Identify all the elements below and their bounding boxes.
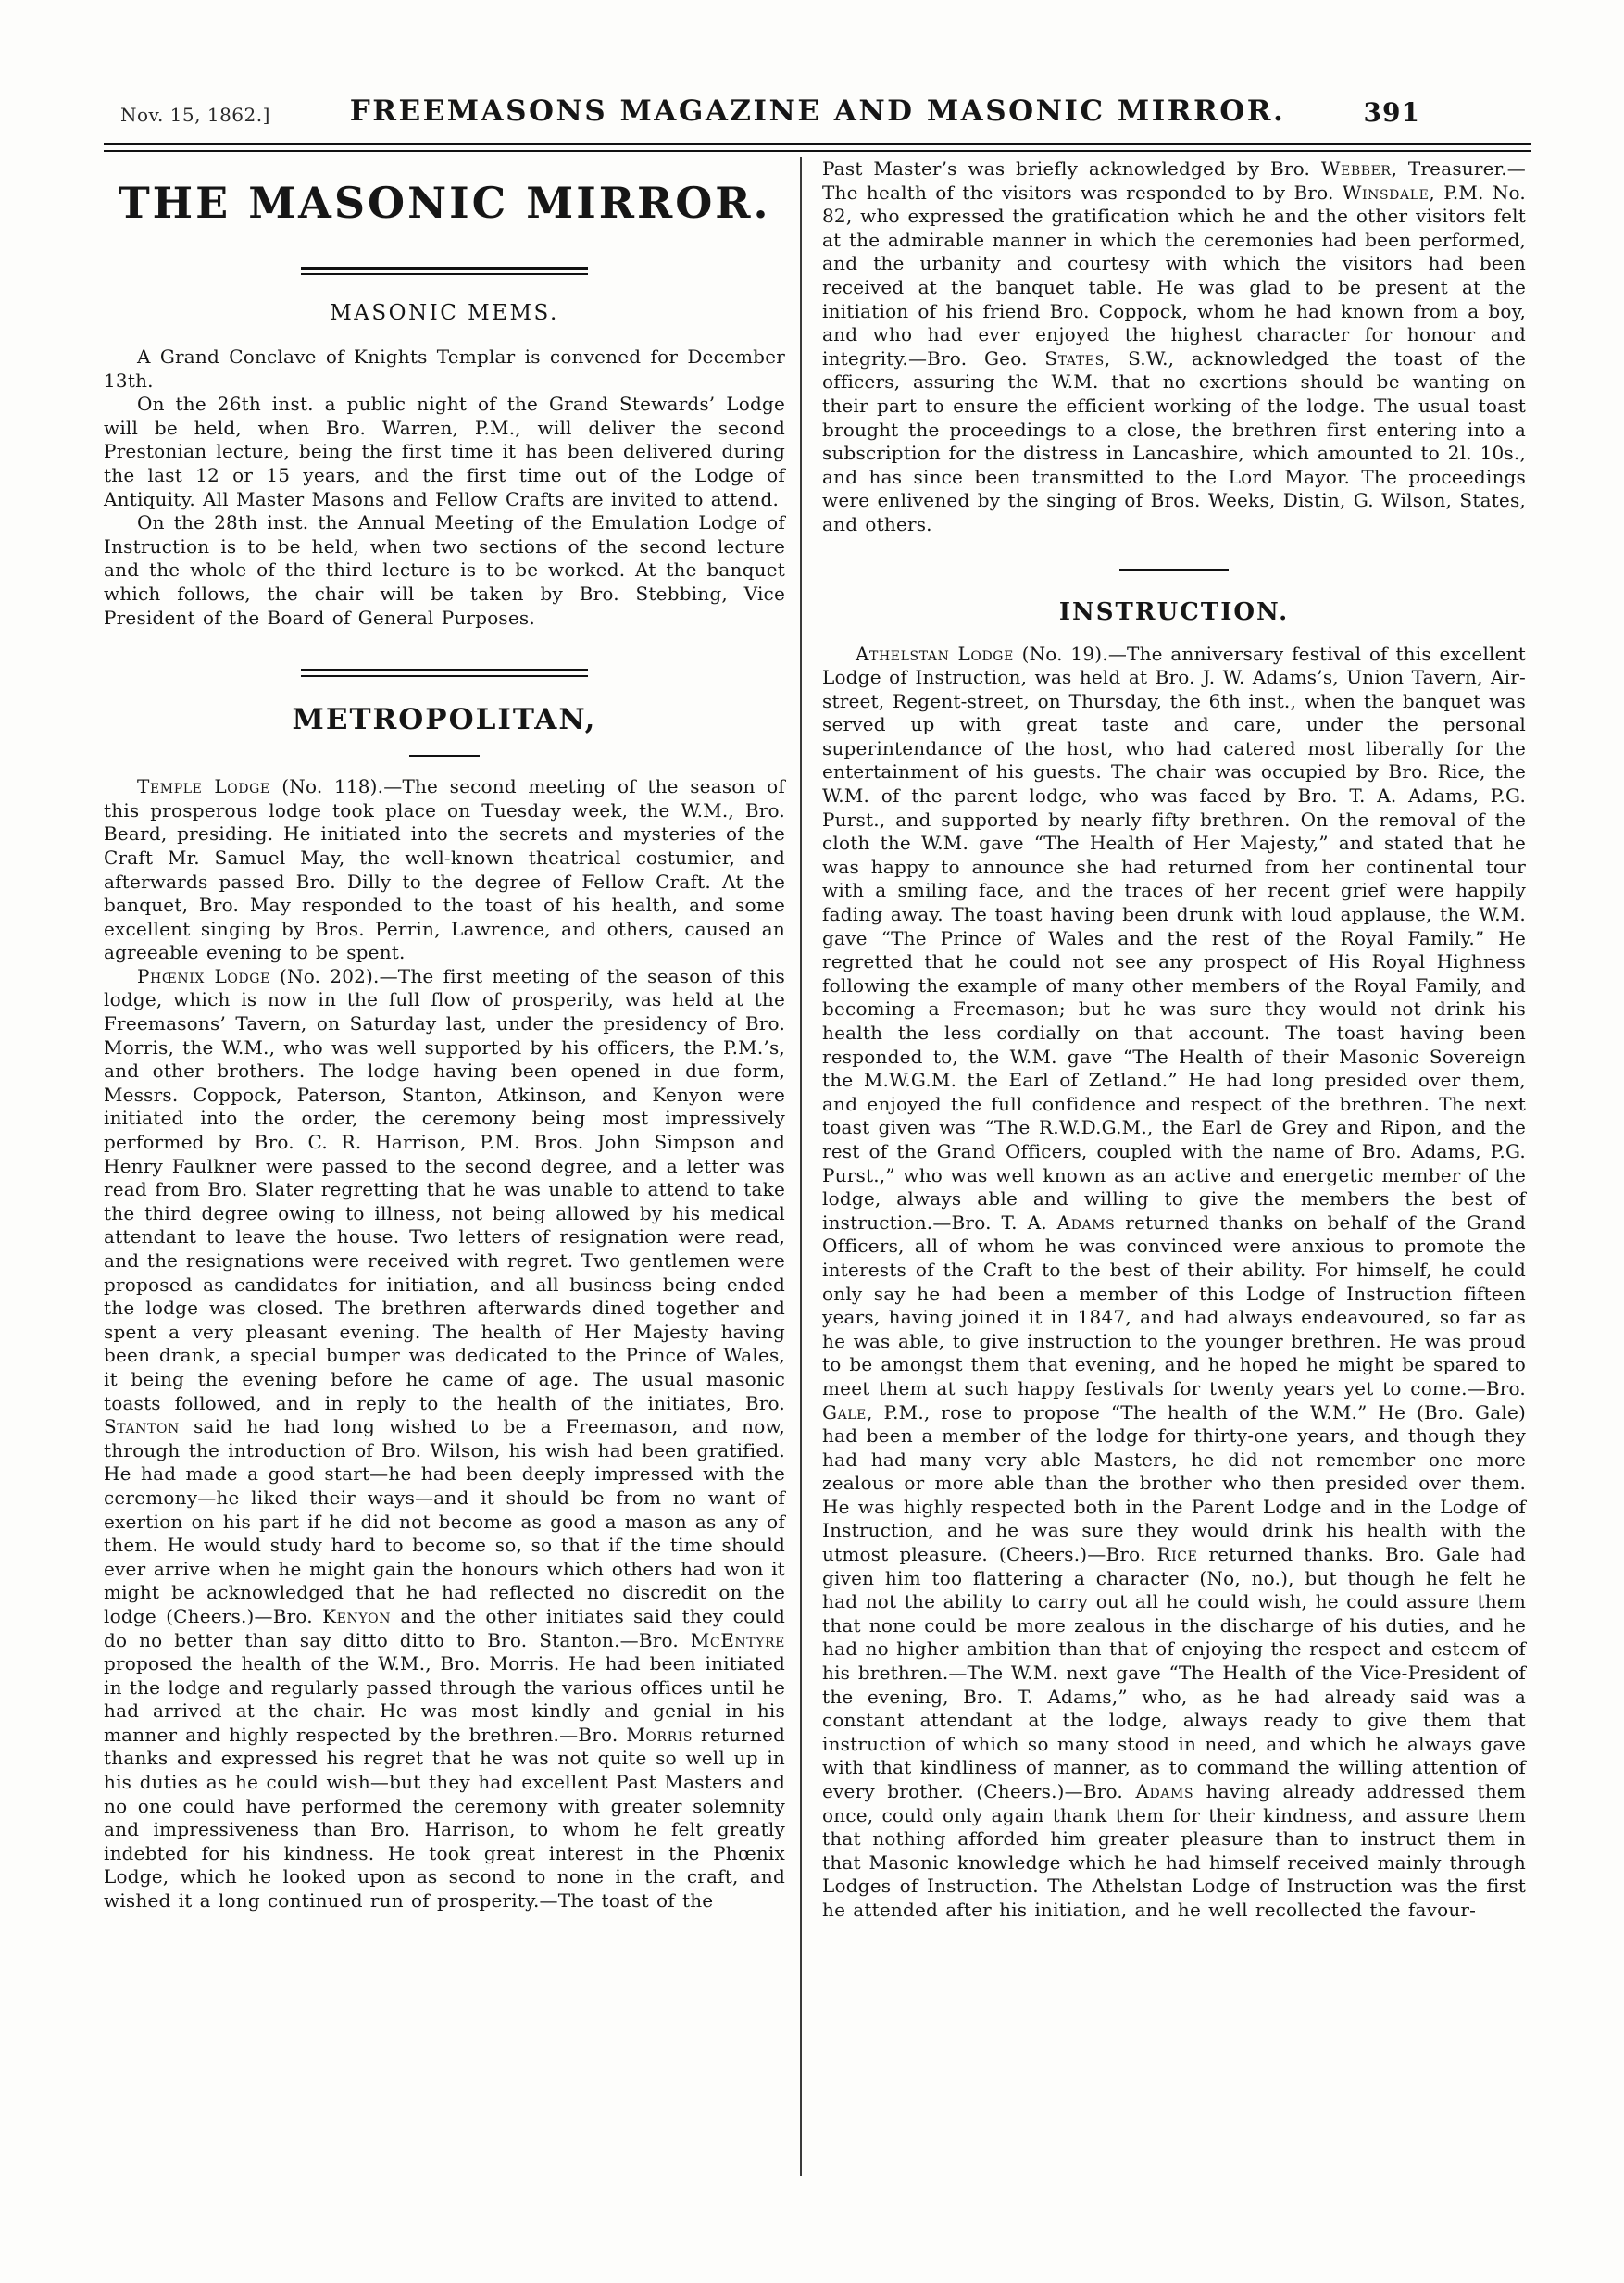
double-rule-divider [301,669,588,677]
right-column [802,157,1526,2176]
text-segment: proposed the health of the W.M., Bro. Morris. He had been initiated in the lodge and regularly passed through the various offices until he had arrived at the chair. He was most kindly and genial in his manner and highly respected by the brethren.—Bro. [104,1652,785,1746]
proper-name-smallcaps: Rice [1156,1543,1198,1566]
header-rule [104,143,1531,152]
proper-name-smallcaps: Adams [1056,1210,1116,1234]
paragraph [104,345,785,393]
text-segment: having already addressed them once, could only again thank them for their kindness, and assure them that nothing afforded him greater pleasure than to instruct them in that Masonic knowledge which he had himself received mainly through Lodges of Instruction. The Athelstan Lodge of Instruction was the first he attended after his initiation, and he well recollected the favour- [822,1780,1526,1921]
proper-name-smallcaps: Morris [626,1723,693,1746]
proper-name-smallcaps: Adams [1135,1780,1194,1802]
page-number: 391 [1363,97,1420,128]
proper-name-smallcaps: Athelstan Lodge [856,642,1014,665]
proper-name-smallcaps: Stanton [104,1415,180,1438]
text-segment: , Treasurer.—The health of the visitors was responded to by Bro. [822,157,1526,204]
proper-name-smallcaps: Kenyon [322,1604,392,1627]
short-rule-divider [409,755,480,757]
text-segment: On the 26th inst. a public night of the Grand Stewards’ Lodge will be held, when Bro. Warren, P.M., will deliver the second Prestonian lecture, being the first time it has been delivered during the last 12 or 15 years, and the first time out of the Lodge of Antiquity. All Master Masons and Fellow Crafts are invited to attend. [104,393,785,510]
text-segment: and the other initiates said they could do no better than say ditto ditto to Bro. Stanton.—Bro. [104,1604,785,1651]
paragraph [104,965,785,1913]
running-head [104,83,1531,128]
text-segment: (No. 118).—The second meeting of the season of this prosperous lodge took place on Tuesday week, the W.M., Bro. Beard, presiding. He initiated into the secrets and mysteries of the Craft Mr. Samuel May, the well-known theatrical costumier, and afterwards passed Bro. Dilly to the degree of Fellow Craft. At the banquet, Bro. May responded to the toast of his health, and some excellent singing by Bros. Perrin, Lawrence, and others, caused an agreeable evening to be spent. [104,775,785,964]
text-segment: returned thanks and expressed his regret that he was not quite so well up in his duties as he could wish—but they had excellent Past Masters and no one could have performed the ceremony with greater solemnity and impressiveness than Bro. Harrison, to whom he felt greatly indebted for his kindness. He took great interest in the Phœnix Lodge, which he looked upon as second to none in the craft, and wished it a long continued run of prosperity.—The toast of the [104,1723,785,1913]
section-main-title: THE MASONIC MIRROR. [118,178,771,228]
text-segment: On the 28th inst. the Annual Meeting of the Emulation Lodge of Instruction is to be held, when two sections of the second lecture and the whole of the third lecture is to be worked. At the banquet which follows, the chair will be taken by Bro. Stebbing, Vice President of the Board of General Purposes. [104,511,785,629]
text-segment: Past Master’s was briefly acknowledged by Bro. [822,157,1321,180]
text-segment: (No. 19).—The anniversary festival of this excellent Lodge of Instruction, was held at Bro. J. W. Adams’s, Union Tavern, Air-street, Regent-street, on Thursday, the 6th inst., when the banquet was served up with great taste and care, under the personal superintendance of the host, who had catered most liberally for the entertainment of his guests. The chair was occupied by Bro. Rice, the W.M. of the parent lodge, who was faced by Bro. T. A. Adams, P.G. Purst., and supported by nearly fifty brethren. On the removal of the cloth the W.M. gave “The Health of Her Majesty,” and stated that he was happy to announce she had returned from her continental tour with a smiling face, and the traces of her recent grief were happily fading away. The toast having been drunk with loud applause, the W.M. gave “The Prince of Wales and the rest of the Royal Family.” He regretted that he could not see any prospect of His Royal Highness following the example of many other members of the Royal Family, and becoming a Freemason; but he was sure they would not drink his health the less cordially on that account. The toast having been responded to, the W.M. gave “The Health of their Masonic Sovereign the M.W.G.M. the Earl of Zetland.” He had long presided over them, and enjoyed the full confidence and respect of the brethren. The next toast given was “The R.W.D.G.M., the Earl de Grey and Ripon, and the rest of the Grand Officers, coupled with the name of Bro. Adams, P.G. Purst.,” who was well known as an active and energetic member of the lodge, always able and willing to give the members the best of instruction.—Bro. T. A. [822,642,1527,1234]
text-segment: returned thanks. Bro. Gale had given him too flattering a character (No, no.), but though he felt he had not the ability to carry out all he could wish, he could assure them that none could be more zealous in the discharge of his duties, and he had no higher ambition than that of enjoying the respect and esteem of his brethren.—The W.M. next gave “The Health of the Vice-President of the evening, Bro. T. Adams,” who, as he had already said was a constant attendant at the lodge, always ready to give them that instruction of which so many stood in need, and which he always gave with that kindliness of manner, as to command the willing attention of every brother. (Cheers.)—Bro. [822,1543,1526,1802]
proper-name-smallcaps: Winsdale [1342,181,1430,204]
text-segment: , P.M., rose to propose “The health of the W.M.” He (Bro. Gale) had been a member of the lodge for thirty-one years, and though they had had many very able Masters, he did not remember one more zealous or more able than the brother who then presided over them. He was highly respected both in the Parent Lodge and in the Lodge of Instruction, and he was sure they would drink his health with the utmost pleasure. (Cheers.)—Bro. [822,1400,1526,1566]
paragraph [104,511,785,630]
issue-date: Nov. 15, 1862.] [120,104,270,126]
proper-name-smallcaps: McEntyre [690,1628,785,1651]
paragraph [104,393,785,511]
paragraph [822,157,1526,537]
publication-title: FREEMASONS MAGAZINE AND MASONIC MIRROR. [349,94,1286,128]
proper-name-smallcaps: Phœnix Lodge [137,964,270,987]
text-segment: A Grand Conclave of Knights Templar is convened for December 13th. [104,345,785,392]
text-segment: , S.W., acknowledged the toast of the officers, assuring the W.M. that no exertions should be wanting on their part to ensure the efficient working of the lodge. The usual toast brought the proceedings to a close, the brethren first entering into a subscription for the distress in Lancashire, which amounted to 2l. 10s., and has since been transmitted to the Lord Mayor. The proceedings were enlivened by the singing of Bros. Weeks, Distin, G. Wilson, States, and others. [822,346,1526,535]
paragraph [104,775,785,965]
left-column [104,157,800,2176]
section-heading-instruction: INSTRUCTION. [1058,597,1290,626]
section-heading-mems: MASONIC MEMS. [330,301,559,325]
text-segment: , P.M. No. 82, who expressed the gratification which he and the other visitors felt at the admirable manner in which the ceremonies had been performed, and the urbanity and courtesy with which the visitors had been received at the banquet table. He was glad to be present at the initiation of his friend Bro. Coppock, whom he had known from a boy, and who had ever enjoyed the highest character for honour and integrity.—Bro. Geo. [822,181,1526,370]
short-rule-divider [1119,569,1229,571]
double-rule-divider [301,267,588,275]
proper-name-smallcaps: Temple Lodge [137,775,270,798]
proper-name-smallcaps: Webber [1320,157,1392,180]
proper-name-smallcaps: Gale [822,1400,868,1424]
section-heading-metro: METROPOLITAN, [292,703,597,737]
text-segment: returned thanks on behalf of the Grand Officers, all of whom he was convinced were anxious to promote the interests of the Craft to the best of their ability. For himself, he could only say he had been a member of this Lodge of Instruction fifteen years, having joined it in 1847, and had always endeavoured, so far as he was able, to give instruction to the younger brethren. He was proud to be amongst them that evening, and he hoped he might be spared to meet them at such happy festivals for twenty years yet to come.—Bro. [822,1210,1526,1399]
proper-name-smallcaps: States [1044,346,1105,370]
text-segment: said he had long wished to be a Freemason, and now, through the introduction of Bro. Wilson, his wish had been gratified. He had made a good start—he had been deeply impressed with the ceremony—he liked their ways—and it should be from no want of exertion on his part if he did not become as good a mason as any of them. He would study hard to become so, so that if the time should ever arrive when he might gain the honours which others had won it might be acknowledged that he had reflected no discredit on the lodge (Cheers.)—Bro. [104,1415,785,1627]
text-segment: (No. 202).—The first meeting of the season of this lodge, which is now in the full flow of prosperity, was held at the Freemasons’ Tavern, on Saturday last, under the presidency of Bro. Morris, the W.M., who was well supported by his officers, the P.M.’s, and other brothers. The lodge having been opened in due form, Messrs. Coppock, Paterson, Stanton, Atkinson, and Kenyon were initiated into the order, the ceremony being most impressively performed by Bro. C. R. Harrison, P.M. Bros. John Simpson and Henry Faulkner were passed to the second degree, and a letter was read from Bro. Slater regretting that he was unable to attend to take the third degree owing to illness, not being allowed by his medical attendant to leave the house. Two letters of resignation were read, and the resignations were received with regret. Two gentlemen were proposed as candidates for initiation, and all business being ended the lodge was closed. The brethren afterwards dined together and spent a very pleasant evening. The health of Her Majesty having been drank, a special bumper was dedicated to the Prince of Wales, it being the evening before he came of age. The usual masonic toasts followed, and in reply to the health of the initiates, Bro. [104,964,785,1414]
paragraph [822,643,1526,1923]
two-column-body [104,157,1531,2176]
